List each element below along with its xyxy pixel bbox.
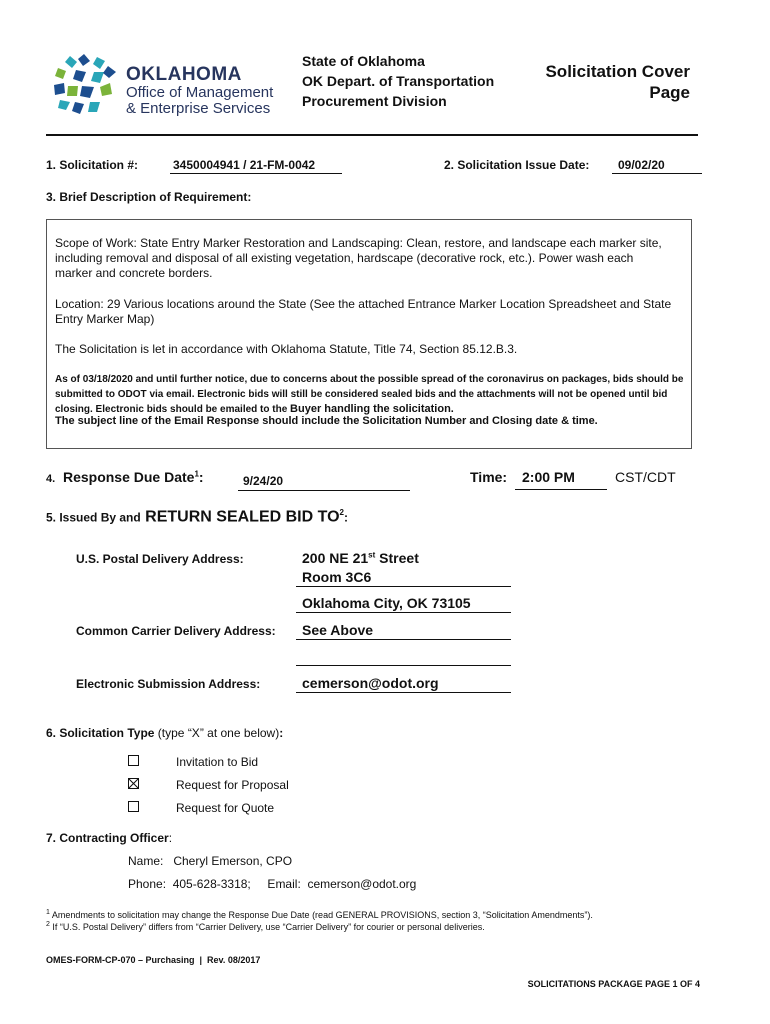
postal-address-label: U.S. Postal Delivery Address: — [76, 552, 244, 566]
response-label-colon: : — [198, 469, 204, 485]
footnote-2-text: If “U.S. Postal Delivery” differs from “Carrier Delivery, use “Carrier Delivery” for courier or personal deliveries. — [52, 922, 485, 932]
header-divider — [46, 134, 698, 136]
electronic-address-field[interactable] — [296, 674, 511, 693]
request-for-quote-label: Request for Quote — [176, 801, 275, 815]
covid-notice — [55, 372, 687, 417]
solicitation-number-field[interactable] — [170, 157, 342, 174]
solicitation-type-label-bold: 6. Solicitation Type — [46, 726, 155, 740]
logo-enterprise-text: & Enterprise Services — [126, 100, 271, 117]
response-time-value: 2:00 PM — [522, 469, 575, 485]
omes-logo-mark-icon — [50, 52, 122, 120]
solicitation-number-value: 3450004941 / 21-FM-0042 — [173, 158, 316, 172]
request-for-proposal-label: Request for Proposal — [176, 778, 289, 792]
footnote-2 — [46, 921, 706, 932]
postal-address-line-2: Room 3C6 — [302, 569, 372, 585]
response-due-date-value: 9/24/20 — [243, 474, 284, 488]
contracting-officer-colon: : — [168, 831, 173, 845]
postal-address-ordinal: st — [368, 550, 376, 560]
issued-label-colon: : — [344, 510, 348, 525]
response-due-date-field[interactable] — [238, 472, 410, 491]
request-for-proposal-checkbox[interactable] — [128, 778, 139, 789]
footnote-1-mark: 1 — [46, 909, 50, 916]
covid-notice-buyer: Buyer handling the solicitation. — [290, 403, 454, 415]
request-for-quote-checkbox[interactable] — [128, 801, 139, 812]
response-number: 4. — [46, 473, 56, 485]
form-id-footer: OMES-FORM-CP-070 – Purchasing | Rev. 08/2017 — [46, 955, 261, 965]
description-box[interactable] — [46, 219, 692, 449]
contracting-officer-label — [46, 831, 172, 845]
officer-name-line: Name: Cheryl Emerson, CPO — [128, 854, 293, 868]
scope-text: Scope of Work: State Entry Marker Restoration and Landscaping: Clean, restore, and landscape each marker site, including removal and disposal of all existing vegetation, hardscape (decorative rock, etc.). Power wash each marker and concrete borders. — [55, 236, 662, 280]
page-title-line-1: Solicitation Cover — [545, 62, 690, 81]
issue-date-label: 2. Solicitation Issue Date: — [444, 158, 590, 172]
postal-address-line-2-field[interactable] — [296, 568, 511, 587]
postal-address-street-end: Street — [375, 550, 419, 566]
response-label-text: Response Due Date — [62, 469, 195, 485]
email-subject-notice: The subject line of the Email Response should include the Solicitation Number and Closing date & time. — [55, 415, 598, 427]
checkbox-x-mark-icon — [129, 779, 138, 788]
response-time-label: Time: — [470, 469, 508, 485]
postal-address-line-3: Oklahoma City, OK 73105 — [302, 595, 471, 611]
carrier-address-field[interactable] — [296, 621, 511, 640]
electronic-address-value: cemerson@odot.org — [302, 675, 439, 691]
issued-by-label — [46, 508, 348, 526]
logo-oklahoma-text: OKLAHOMA — [126, 64, 242, 85]
solicitation-type-label — [46, 726, 283, 740]
page-title-line-2: Page — [649, 83, 690, 102]
issue-date-value: 09/02/20 — [618, 158, 665, 172]
carrier-address-value: See Above — [302, 622, 374, 638]
invitation-to-bid-checkbox[interactable] — [128, 755, 139, 766]
issued-footnote-mark: 2 — [339, 508, 344, 517]
issued-by-small: 5. Issued By and — [46, 510, 141, 525]
electronic-address-label: Electronic Submission Address: — [76, 677, 261, 691]
agency-line-3: Procurement Division — [302, 93, 447, 109]
postal-address-line-1 — [302, 550, 419, 566]
response-due-date-label — [46, 469, 204, 485]
agency-line-2: OK Depart. of Transportation — [302, 73, 495, 89]
covid-notice-text: As of 03/18/2020 and until further notice, due to concerns about the possible spread of the coronavirus on packages, bids should be submitted to ODOT via email. Electronic bids will still be considered sealed bids and the attachments will not be opened until bid closing. Electronic bids should be emailed to the — [55, 374, 684, 415]
postal-address-street: 200 NE 21 — [302, 550, 369, 566]
postal-address-line-3-field[interactable] — [296, 594, 511, 613]
statute-text: The Solicitation is let in accordance with Oklahoma Statute, Title 74, Section 85.12.B.3. — [55, 342, 518, 356]
carrier-address-label: Common Carrier Delivery Address: — [76, 624, 276, 638]
return-sealed-bid-heading: RETURN SEALED BID TO — [145, 508, 340, 526]
page-number-footer: SOLICITATIONS PACKAGE PAGE 1 OF 4 — [527, 979, 700, 989]
footnote-2-mark: 2 — [46, 921, 50, 928]
logo-office-text: Office of Management — [126, 84, 274, 101]
issue-date-field[interactable] — [612, 157, 702, 174]
agency-line-1: State of Oklahoma — [302, 53, 425, 69]
solicitation-type-colon: : — [279, 726, 284, 740]
solicitation-type-label-rest: (type “X” at one below) — [154, 726, 280, 740]
solicitation-number-label: 1. Solicitation #: — [46, 158, 139, 172]
carrier-address-extra-line[interactable] — [296, 647, 511, 666]
officer-contact-line: Phone: 405-628-3318; Email: cemerson@odot.org — [128, 877, 417, 891]
response-footnote-mark: 1 — [194, 469, 199, 479]
contracting-officer-label-text: 7. Contracting Officer — [46, 831, 169, 845]
response-timezone: CST/CDT — [615, 469, 676, 485]
location-text: Location: 29 Various locations around the State (See the attached Entrance Marker Location Spreadsheet and State Entry Marker Map) — [55, 297, 672, 326]
footnote-1 — [46, 909, 706, 920]
response-time-field[interactable] — [515, 468, 607, 490]
invitation-to-bid-label: Invitation to Bid — [176, 755, 259, 769]
description-label: 3. Brief Description of Requirement: — [46, 190, 252, 204]
footnote-1-text: Amendments to solicitation may change the Response Due Date (read GENERAL PROVISIONS, section 3, “Solicitation Amendments”). — [51, 910, 593, 920]
